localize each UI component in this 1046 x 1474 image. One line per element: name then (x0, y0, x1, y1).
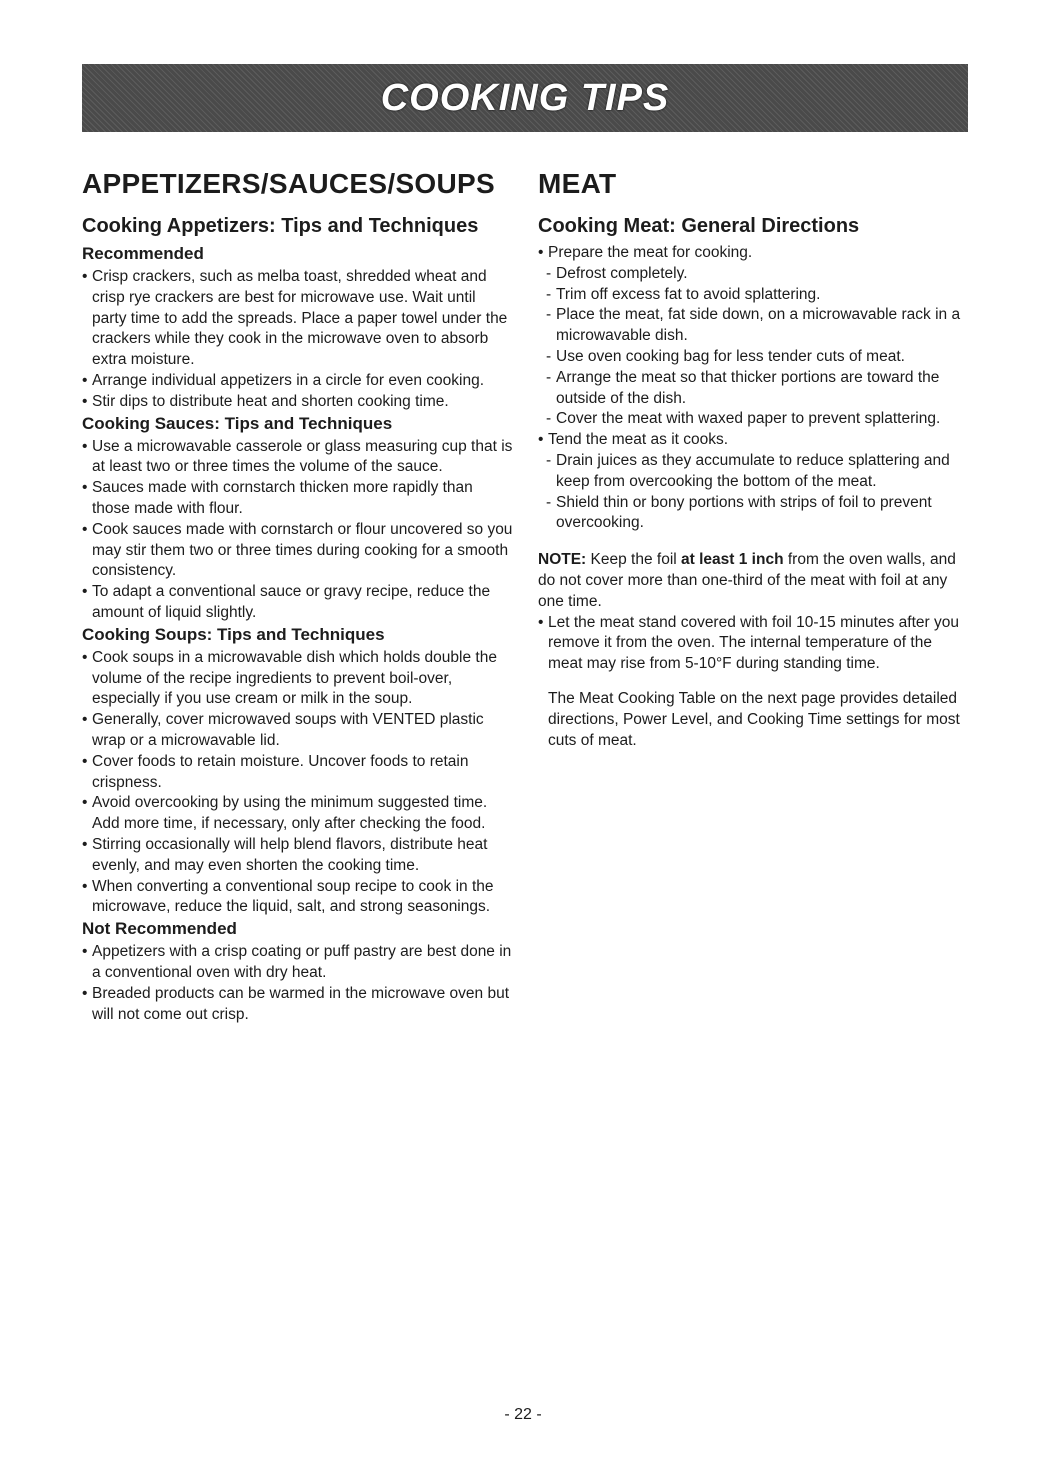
right-column (538, 168, 968, 751)
list-item: • Let the meat stand covered with foil 10-15 minutes after you remove it from the oven. The internal temperature of the meat may rise from 5-10°F during standing time. (538, 613, 968, 675)
list-subitem: - Defrost completely. (538, 264, 968, 285)
note-label: NOTE: (538, 551, 587, 569)
section-heading-meat: MEAT (538, 168, 617, 199)
list-subitem: - Place the meat, fat side down, on a microwavable rack in a microwavable dish. (538, 305, 968, 347)
meat-title: Cooking Meat: General Directions (538, 215, 860, 237)
list-item: • Cook sauces made with cornstarch or flour uncovered so you may stir them two or three times during cooking for a smooth consistency. (82, 520, 514, 582)
list-subitem: - Drain juices as they accumulate to reduce splattering and keep from overcooking the bottom of the meat. (538, 451, 968, 493)
list-item: • Use a microwavable casserole or glass measuring cup that is at least two or three times the volume of the sauce. (82, 437, 514, 479)
list-subitem: - Cover the meat with waxed paper to prevent splattering. (538, 409, 968, 430)
list-subitem: - Arrange the meat so that thicker portions are toward the outside of the dish. (538, 368, 968, 410)
page-number: - 22 - (504, 1406, 542, 1423)
header-banner (82, 64, 968, 132)
list-item: • Crisp crackers, such as melba toast, shredded wheat and crisp rye crackers are best for microwave use. Wait until party time to add the spreads. Place a paper towel under the crackers while they cook in the microwave oven to absorb extra moisture. (82, 267, 514, 371)
appetizers-title: Cooking Appetizers: Tips and Techniques (82, 215, 479, 237)
note-text-a: Keep the foil (590, 551, 677, 569)
list-item: • When converting a conventional soup recipe to cook in the microwave, reduce the liquid, salt, and strong seasonings. (82, 877, 514, 919)
list-item: • Appetizers with a crisp coating or puff pastry are best done in a conventional oven with dry heat. (82, 942, 514, 984)
sauces-list (82, 437, 514, 624)
note-paragraph (538, 550, 968, 612)
list-item: • Avoid overcooking by using the minimum suggested time. Add more time, if necessary, only after checking the food. (82, 793, 514, 835)
page-title: COOKING TIPS (380, 76, 670, 119)
list-item: • Cover foods to retain moisture. Uncover foods to retain crispness. (82, 752, 514, 794)
note-emphasis: at least 1 inch (681, 551, 784, 569)
list-subitem: - Shield thin or bony portions with strips of foil to prevent overcooking. (538, 493, 968, 535)
list-item: • Generally, cover microwaved soups with VENTED plastic wrap or a microwavable lid. (82, 710, 514, 752)
sauces-title: Cooking Sauces: Tips and Techniques (82, 413, 393, 433)
left-column (82, 168, 514, 1025)
note-text-b: from the oven walls, and do not cover more than one-third of the meat with foil at any one time. (538, 551, 956, 610)
list-item: • Cook soups in a microwavable dish which holds double the volume of the recipe ingredients to prevent boil-over, especially if you use cream or milk in the soup. (82, 648, 514, 710)
recommended-label: Recommended (82, 244, 204, 263)
list-item: • Breaded products can be warmed in the microwave oven but will not come out crisp. (82, 984, 514, 1026)
list-item: • Arrange individual appetizers in a circle for even cooking. (82, 371, 514, 392)
stand-list (538, 613, 968, 675)
list-item: • Tend the meat as it cooks. (538, 430, 968, 451)
list-item: • Prepare the meat for cooking. (538, 243, 968, 264)
section-heading-appetizers: APPETIZERS/SAUCES/SOUPS (82, 168, 495, 199)
meat-directions-list (538, 243, 968, 534)
list-item: • Sauces made with cornstarch thicken more rapidly than those made with flour. (82, 478, 514, 520)
list-subitem: - Use oven cooking bag for less tender cuts of meat. (538, 347, 968, 368)
recommended-list (82, 267, 514, 413)
list-subitem: - Trim off excess fat to avoid splattering. (538, 285, 968, 306)
list-item: • To adapt a conventional sauce or gravy recipe, reduce the amount of liquid slightly. (82, 582, 514, 624)
soups-list (82, 648, 514, 918)
closing-paragraph: The Meat Cooking Table on the next page provides detailed directions, Power Level, and Cooking Time settings for most cuts of meat. (548, 689, 960, 749)
not-recommended-label: Not Recommended (82, 919, 237, 939)
list-item: • Stir dips to distribute heat and shorten cooking time. (82, 392, 514, 413)
not-recommended-list (82, 942, 514, 1025)
soups-title: Cooking Soups: Tips and Techniques (82, 624, 385, 644)
list-item: • Stirring occasionally will help blend flavors, distribute heat evenly, and may even shorten the cooking time. (82, 835, 514, 877)
